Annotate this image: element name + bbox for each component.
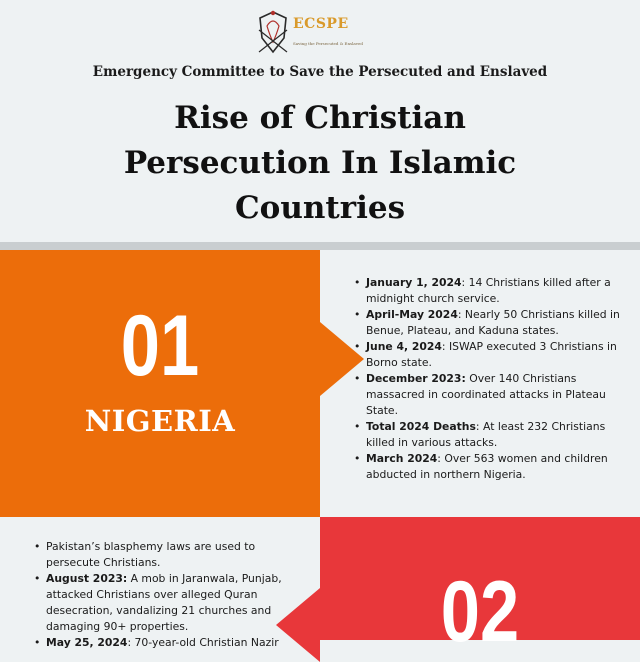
ecspe-logo[interactable] — [252, 8, 392, 58]
item-date: April-May 2024 — [366, 308, 458, 321]
section-number: 02 — [440, 564, 520, 660]
page-title — [40, 96, 600, 231]
item-text: : 70-year-old Christian Nazir — [127, 636, 279, 649]
item-text: : 14 Christians killed after a midnight church service. — [366, 276, 611, 305]
list-item — [354, 275, 634, 307]
item-text: : ISWAP executed 3 Christians in Borno state. — [366, 340, 617, 369]
item-text: A mob in Jaranwala, Punjab, attacked Christians over alleged Quran desecration, vandalizing 21 churches and damaging 90+ properties. — [46, 572, 282, 633]
list-item — [34, 571, 296, 635]
item-date: August 2023: — [46, 572, 128, 585]
header — [0, 0, 640, 242]
list-item — [354, 371, 634, 419]
list-item — [34, 539, 296, 571]
title-line: Persecution In Islamic — [123, 145, 517, 181]
item-date: June 4, 2024 — [366, 340, 442, 353]
logo-name: ECSPE — [293, 16, 349, 32]
item-date: December 2023: — [366, 372, 466, 385]
organization-subtitle: Emergency Committee to Save the Persecuted and Enslaved — [92, 64, 548, 80]
list-item — [354, 307, 634, 339]
shield-crest-icon — [256, 8, 290, 56]
section-01-list — [354, 275, 634, 483]
item-text: Over 140 Christians massacred in coordinated attacks in Plateau State. — [366, 372, 606, 417]
section-02-list — [34, 539, 296, 651]
item-text: Pakistan’s blasphemy laws are used to persecute Christians. — [46, 540, 256, 569]
list-item — [354, 339, 634, 371]
item-text: : Over 563 women and children abducted in northern Nigeria. — [366, 452, 608, 481]
item-text: : Nearly 50 Christians killed in Benue, Plateau, and Kaduna states. — [366, 308, 620, 337]
logo-tagline: Saving the Persecuted & Enslaved — [293, 41, 363, 46]
country-name: NIGERIA — [84, 404, 236, 438]
item-date: January 1, 2024 — [366, 276, 462, 289]
item-date: March 2024 — [366, 452, 438, 465]
item-date: May 25, 2024 — [46, 636, 128, 649]
section-number: 01 — [120, 298, 200, 394]
section-divider — [0, 242, 640, 250]
title-line: Countries — [234, 190, 406, 226]
title-line: Rise of Christian — [174, 100, 466, 136]
item-text: : At least 232 Christians killed in various attacks. — [366, 420, 606, 449]
list-item — [354, 451, 634, 483]
list-item — [354, 419, 634, 451]
list-item — [34, 635, 296, 651]
item-date: Total 2024 Deaths — [366, 420, 476, 433]
